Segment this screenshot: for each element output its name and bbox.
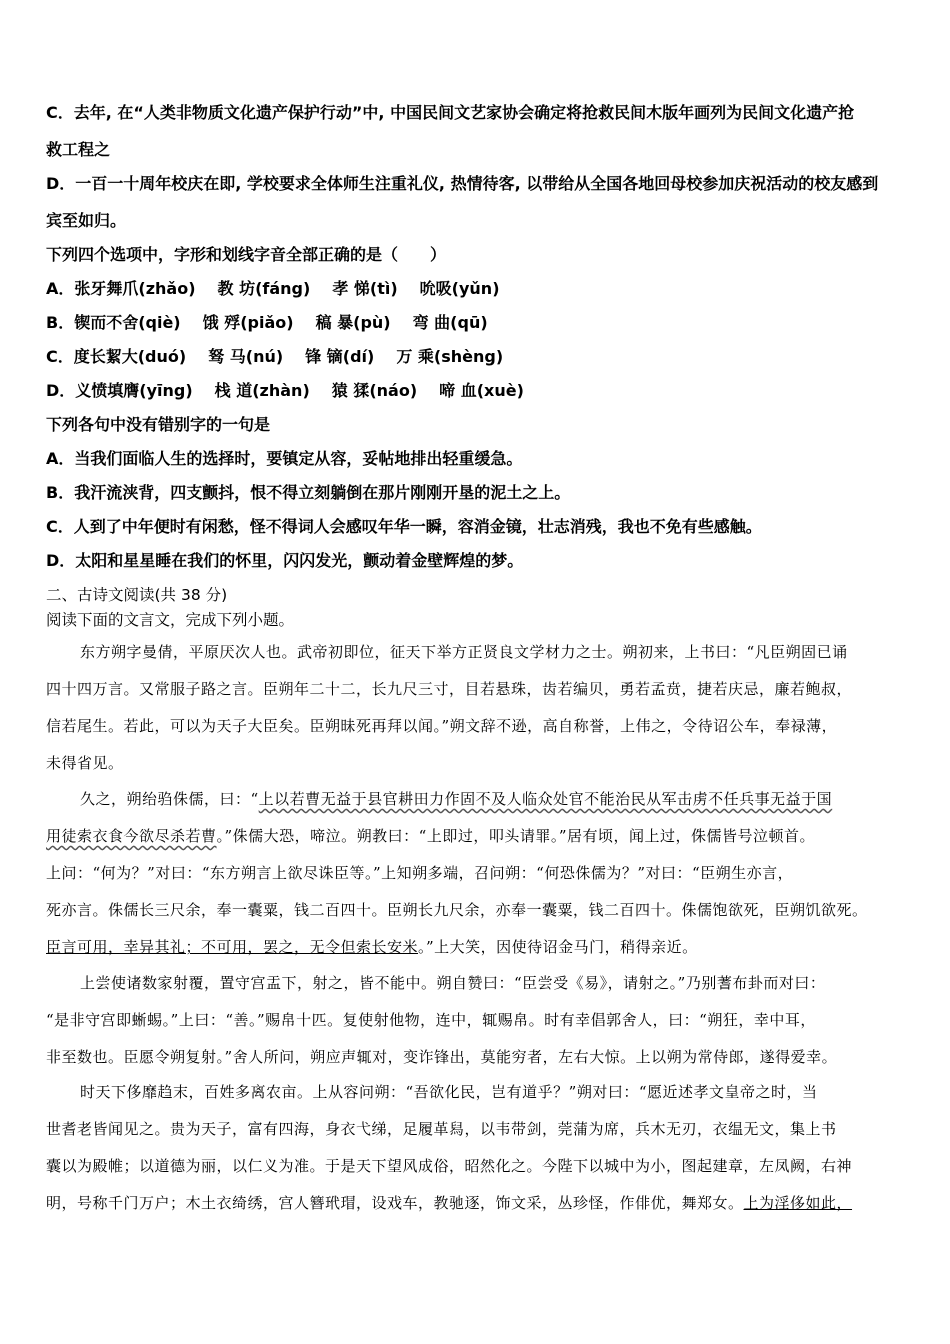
passage-p4-line4: 明，号称千门万户；木土衣绮绣，宫人簪玳瑁，设戏车，教驰逐，饰文采，丛珍怪，作俳优，舞郑女。上为淫侈如此， bbox=[46, 1194, 853, 1212]
wavy-underlined-sentence: 用徒索衣食今欲尽杀若曹 bbox=[46, 827, 217, 845]
passage-p3-line2: “是非守宫即蜥蜴。”上曰：“善。”赐帛十匹。复使射他物，连中，辄赐帛。时有幸倡郭舍人，曰：“朔狂，幸中耳， bbox=[46, 1011, 816, 1029]
passage-p4-line3: 囊以为殿帷；以道德为丽，以仁义为准。于是天下望风成俗，昭然化之。今陛下以城中为小，图起建章，左凤阙，右神 bbox=[46, 1157, 853, 1175]
wavy-underlined-sentence: 上以若曹无益于县官耕田力作固不及人临众处官不能治民从军击虏不任兵事无益于国 bbox=[258, 790, 833, 808]
passage-p2-line3: 上问：“何为？”对曰：“东方朔言上欲尽诛臣等。”上知朔多端，召问朔：“何恐侏儒为？”对曰：“臣朔生亦言， bbox=[46, 864, 794, 882]
q2-option-c: C．度长絜大(duó) 驽 马(nú) 锋 镝(dí) 万 乘(shèng) bbox=[46, 347, 504, 366]
passage-p4-line1: 时天下侈靡趋末，百姓多离农亩。上从容问朔：“吾欲化民，岂有道乎？”朔对曰：“愿近述孝文皇帝之时，当 bbox=[80, 1083, 818, 1101]
passage-p3-line3: 非至数也。臣愿令朔复射。”舍人所问，朔应声辄对，变诈锋出，莫能穷者，左右大惊。上以朔为常侍郎，遂得爱幸。 bbox=[46, 1048, 838, 1066]
passage-p3-line1: 上尝使诸数家射覆，置守宫盂下，射之，皆不能中。朔自赞曰：“臣尝受《易》，请射之。”乃别蓍布卦而对曰： bbox=[80, 974, 826, 992]
passage-p1-line1: 东方朔字曼倩，平原厌次人也。武帝初即位，征天下举方正贤良文学材力之士。朔初来，上书曰：“凡臣朔固已诵 bbox=[80, 643, 848, 661]
q2-option-b: B．锲而不舍(qiè) 饿 殍(piǎo) 稿 暴(pù) 弯 曲(qū) bbox=[46, 313, 488, 332]
section-instruction: 阅读下面的文言文，完成下列小题。 bbox=[46, 611, 295, 629]
q1-option-c-line2: 救工程之 bbox=[46, 140, 111, 159]
q3-option-d: D．太阳和星星睡在我们的怀里，闪闪发光，颤动着金壁辉煌的梦。 bbox=[46, 551, 524, 570]
passage-p2-line2: 用徒索衣食今欲尽杀若曹。”侏儒大恐，啼泣。朔教曰：“上即过，叩头请罪。”居有顷，闻上过，侏儒皆号泣顿首。 bbox=[46, 827, 816, 845]
q3-option-c: C．人到了中年便时有闲愁，怪不得词人会感叹年华一瞬，容消金镜，壮志消残，我也不免有些感触。 bbox=[46, 517, 762, 536]
underlined-sentence: 臣言可用，幸异其礼；不可用，罢之，无令但索长安米 bbox=[46, 938, 419, 956]
q3-option-b: B．我汗流浃背，四支颤抖，恨不得立刻躺倒在那片刚刚开垦的泥土之上。 bbox=[46, 483, 571, 502]
q2-stem: 下列四个选项中，字形和划线字音全部正确的是（ ） bbox=[46, 245, 447, 264]
q1-option-d-line2: 宾至如归。 bbox=[46, 211, 127, 230]
section-heading: 二、古诗文阅读(共 38 分) bbox=[46, 586, 228, 604]
q1-option-d-line1: D．一百一十周年校庆在即, 学校要求全体师生注重礼仪, 热情待客, 以带给从全国各地回母校参加庆祝活动的校友感到 bbox=[46, 174, 879, 193]
passage-p4-line2: 世耆老皆闻见之。贵为天子，富有四海，身衣弋绨，足履革舄，以韦带剑，莞蒲为席，兵木无刃，衣缊无文，集上书 bbox=[46, 1120, 837, 1138]
passage-p2-line5: 臣言可用，幸异其礼；不可用，罢之，无令但索长安米。”上大笑，因使待诏金马门，稍得亲近。 bbox=[46, 938, 698, 956]
passage-p1-line2: 四十四万言。又常服子路之言。臣朔年二十二，长九尺三寸，目若悬珠，齿若编贝，勇若孟贲，捷若庆忌，廉若鲍叔， bbox=[46, 680, 853, 698]
passage-p1-line3: 信若尾生。若此，可以为天子大臣矣。臣朔昧死再拜以闻。”朔文辞不逊，高自称誉，上伟之，令待诏公车，奉禄薄， bbox=[46, 717, 838, 735]
q2-option-d: D．义愤填膺(yīng) 栈 道(zhàn) 猿 猱(náo) 啼 血(xuè) bbox=[46, 381, 524, 400]
q2-option-a: A．张牙舞爪(zhǎo) 教 坊(fáng) 孝 悌(tì) 吮吸(yǔn) bbox=[46, 279, 500, 298]
q1-option-c-line1: C．去年, 在“人类非物质文化遗产保护行动”中, 中国民间文艺家协会确定将抢救民间木版年画列为民间文化遗产抢 bbox=[46, 103, 855, 122]
q3-option-a: A．当我们面临人生的选择时，要镇定从容，妥帖地排出轻重缓急。 bbox=[46, 449, 523, 468]
passage-p1-line4: 未得省见。 bbox=[46, 754, 124, 772]
passage-p2-line1: 久之，朔绐驺侏儒，曰：“上以若曹无益于县官耕田力作固不及人临众处官不能治民从军击虏不任兵事无益于国 bbox=[80, 790, 833, 808]
passage-p2-line4: 死亦言。侏儒长三尺余，奉一囊粟，钱二百四十。臣朔长九尺余，亦奉一囊粟，钱二百四十。侏儒饱欲死，臣朔饥欲死。 bbox=[46, 901, 868, 919]
underlined-sentence: 上为淫侈如此， bbox=[743, 1194, 853, 1212]
q3-stem: 下列各句中没有错别字的一句是 bbox=[46, 415, 271, 434]
